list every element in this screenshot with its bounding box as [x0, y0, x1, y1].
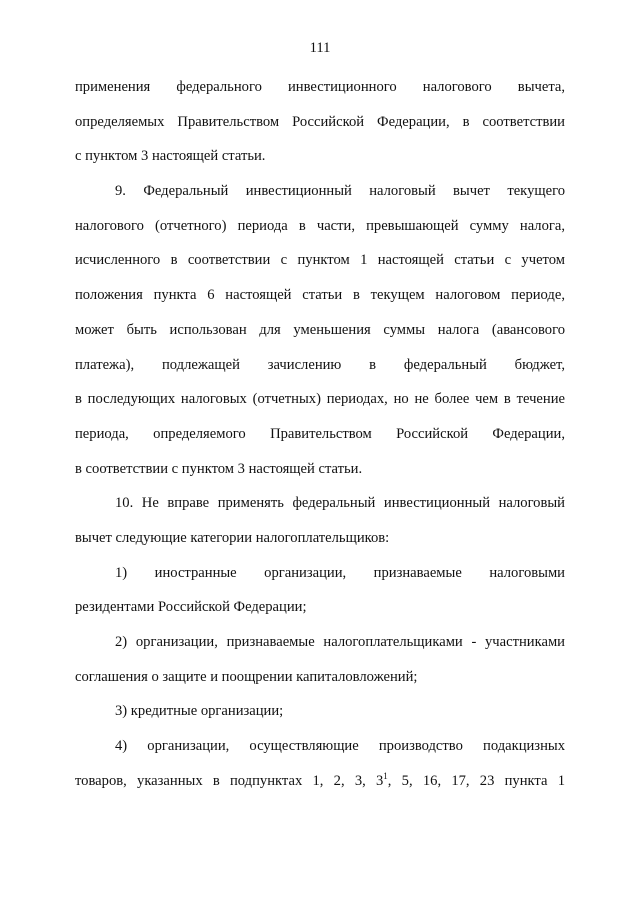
text-line: 4) организации, осуществляющие производство подакцизных	[115, 738, 565, 755]
text-line: может быть использован для уменьшения суммы налога (авансового	[75, 321, 565, 338]
text-line: 3) кредитные организации;	[115, 703, 284, 720]
text-line: платежа), подлежащей зачислению в федеральный бюджет,	[75, 356, 565, 373]
text-line: в последующих налоговых (отчетных) периодах, но не более чем в течение	[75, 391, 565, 408]
text-line: налогового (отчетного) периода в части, превышающей сумму налога,	[75, 217, 565, 234]
document-body	[75, 70, 565, 798]
text-line: с пунктом 3 настоящей статьи.	[75, 148, 266, 165]
text-line-last	[75, 764, 565, 799]
text-line: исчисленного в соответствии с пунктом 1 настоящей статьи с учетом	[75, 252, 565, 269]
text-line: периода, определяемого Правительством Российской Федерации,	[75, 425, 565, 442]
text-line: применения федерального инвестиционного налогового вычета,	[75, 79, 565, 95]
text-segment: товаров, указанных в подпунктах 1, 2, 3, 3	[75, 772, 384, 789]
text-line: 1) иностранные организации, признаваемые налоговыми	[115, 564, 565, 581]
text-segment: , 5, 16, 17, 23 пункта 1	[387, 772, 565, 789]
text-line: резидентами Российской Федерации;	[75, 599, 307, 616]
text-line: 10. Не вправе применять федеральный инвестиционный налоговый	[115, 495, 565, 512]
text-line: вычет следующие категории налогоплательщиков:	[75, 529, 390, 546]
page-number: 111	[309, 40, 331, 56]
text-line: 9. Федеральный инвестиционный налоговый вычет текущего	[115, 183, 565, 200]
text-line: положения пункта 6 настоящей статьи в текущем налоговом периоде,	[75, 287, 565, 304]
text-line: соглашения о защите и поощрении капиталовложений;	[75, 668, 418, 685]
text-line: в соответствии с пунктом 3 настоящей статьи.	[75, 460, 363, 477]
text-line: 2) организации, признаваемые налогоплательщиками - участниками	[115, 634, 565, 650]
text-line: определяемых Правительством Российской Федерации, в соответствии	[75, 113, 565, 130]
superscript: 1	[383, 770, 388, 781]
